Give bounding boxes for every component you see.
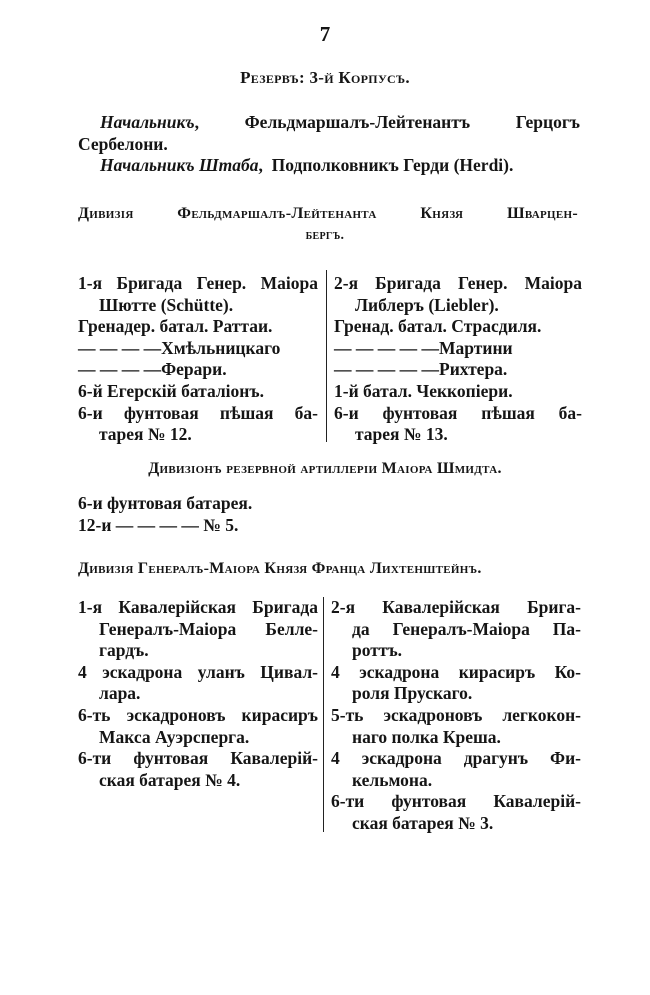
list-item-line: — — — — —Мартини (334, 337, 513, 358)
division2-right-column (331, 597, 581, 835)
artillery-line: 12-и — — — — № 5. (78, 515, 239, 535)
list-item-line: — — — —Хмѣльницкаго (78, 337, 281, 358)
division1-heading-cont: бергъ. (305, 228, 345, 243)
list-item-line: 4 эскадрона уланъ Цивал- (78, 661, 318, 682)
commander-label: Начальникъ (100, 112, 195, 132)
list-item-line: роттъ. (352, 640, 403, 661)
list-item (334, 273, 582, 316)
division2-left-column (78, 597, 318, 791)
commander-name: Сербелони. (78, 134, 168, 154)
list-item-line: 6-ть эскадроновъ кирасиръ (78, 704, 318, 725)
list-item-line: 1-й батал. Чеккопіери. (334, 380, 513, 401)
list-item (331, 791, 581, 834)
list-item-line: 6-ти фунтовая Кавалерій- (331, 791, 581, 812)
list-item (78, 705, 318, 748)
column-divider (326, 270, 327, 442)
list-item-line: гардъ. (99, 640, 149, 661)
list-item-line: 2-я Кавалерійская Брига- (331, 597, 581, 617)
commander-text: Фельдмаршалъ-Лейтенантъ Герцогъ (244, 112, 580, 132)
division1-heading: Дивизія Фельдмаршалъ-Лейтенанта Князя Шварцен- (78, 205, 578, 222)
column-divider (323, 597, 324, 832)
list-item (78, 597, 318, 662)
list-item (78, 748, 318, 791)
list-item (331, 748, 581, 791)
list-item (78, 359, 318, 381)
list-item-line: лара. (99, 683, 141, 704)
page-number: 7 (319, 22, 331, 46)
list-item-line: Шютте (Schütte). (99, 294, 234, 315)
division1-left-column (78, 273, 318, 446)
list-item (78, 381, 318, 403)
section-title: Резервъ: 3-й Корпусъ. (240, 68, 410, 87)
list-item-line: 6-и фунтовая пѣшая ба- (334, 402, 582, 423)
list-item (334, 338, 582, 360)
list-item (78, 338, 318, 360)
list-item (334, 381, 582, 403)
list-item-line: да Генералъ-Маіора Па- (352, 618, 581, 639)
list-item-line: 6-ти фунтовая Кавалерій- (78, 748, 318, 769)
chief-of-staff-line: Начальникъ Штаба, Подполковникъ Герди (Herdi). (100, 155, 514, 175)
list-item-line: ская батарея № 4. (99, 769, 241, 790)
commander-line: Начальникъ, Фельдмаршалъ-Лейтенантъ Герцогъ (100, 112, 580, 132)
list-item-line: Генералъ-Маіора Белле- (99, 618, 318, 639)
list-item-line: 2-я Бригада Генер. Маіора (334, 273, 582, 293)
list-item-line: тарея № 12. (99, 424, 192, 445)
list-item (78, 273, 318, 316)
list-item-line: 5-ть эскадроновъ легкокон- (331, 704, 581, 725)
list-item (334, 316, 582, 338)
list-item-line: наго полка Креша. (352, 726, 501, 747)
list-item-line: 6-й Егерскій баталіонъ. (78, 380, 264, 401)
artillery-line: 6-и фунтовая батарея. (78, 493, 253, 513)
list-item-line: Гренад. батал. Страсдиля. (334, 316, 542, 337)
list-item (78, 316, 318, 338)
list-item-line: Макса Ауэрсперга. (99, 726, 250, 747)
list-item (78, 662, 318, 705)
list-item-line: 4 эскадрона драгунъ Фи- (331, 748, 581, 769)
list-item-line: роля Прускаго. (352, 683, 473, 704)
list-item (331, 705, 581, 748)
list-item-line: 6-и фунтовая пѣшая ба- (78, 402, 318, 423)
division2-heading: Дивизія Генералъ-Маіора Князя Франца Лихтенштейнъ. (78, 560, 482, 577)
list-item (334, 403, 582, 446)
list-item (334, 359, 582, 381)
list-item (78, 403, 318, 446)
list-item-line: тарея № 13. (355, 424, 448, 445)
artillery-heading: Дивизіонъ резервной артиллеріи Маіора Шмидта. (148, 460, 502, 477)
list-item (331, 597, 581, 662)
list-item-line: ская батарея № 3. (352, 812, 494, 833)
division1-right-column (334, 273, 582, 446)
list-item-line: Либлеръ (Liebler). (355, 294, 499, 315)
list-item-line: — — — —Ферари. (78, 359, 227, 380)
list-item-line: 1-я Кавалерійская Бригада (78, 597, 318, 617)
list-item-line: Гренадер. батал. Раттаи. (78, 316, 273, 337)
list-item (331, 662, 581, 705)
chief-text: Подполковникъ Герди (Herdi). (271, 155, 514, 175)
list-item-line: 1-я Бригада Генер. Маіора (78, 273, 318, 293)
list-item-line: кельмона. (352, 769, 433, 790)
chief-label: Начальникъ Штаба (100, 155, 259, 175)
list-item-line: — — — — —Рихтера. (334, 359, 508, 380)
list-item-line: 4 эскадрона кирасиръ Ко- (331, 661, 581, 682)
